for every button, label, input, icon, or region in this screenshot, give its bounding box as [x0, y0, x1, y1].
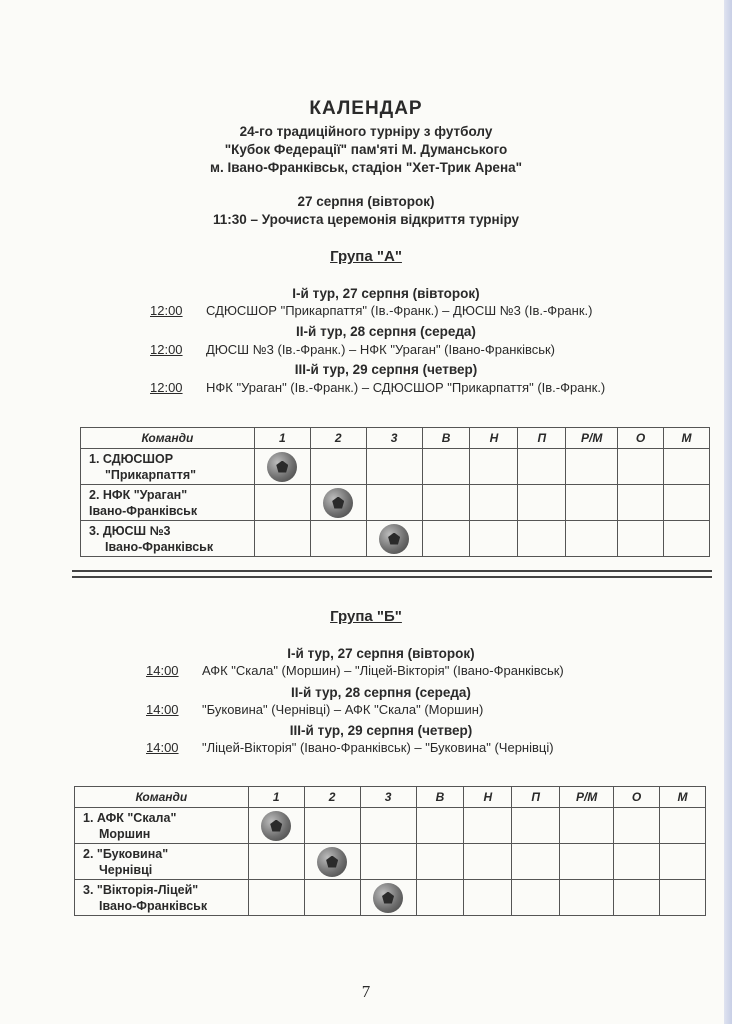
stat-cell: [464, 844, 512, 880]
team-city: Чернівці: [99, 862, 153, 877]
stat-cell: [659, 844, 705, 880]
result-cell: [310, 449, 366, 485]
group-a-round-3-label: III-й тур, 29 серпня (четвер): [294, 362, 478, 377]
team-cell: [81, 485, 255, 521]
stat-cell: [614, 880, 660, 916]
header-goal-diff: Р/М: [566, 428, 618, 449]
match-time: 14:00: [146, 663, 179, 678]
team-cell: [75, 844, 249, 880]
result-cell: [304, 880, 360, 916]
stat-cell: [422, 485, 470, 521]
stat-cell: [618, 449, 664, 485]
group-b-round-1-match: [146, 663, 564, 678]
group-b-round-3-match: [146, 740, 554, 755]
header-col-2: 2: [304, 787, 360, 808]
stat-cell: [512, 844, 560, 880]
header-points: О: [614, 787, 660, 808]
table-row: [81, 449, 710, 485]
group-a-round-2-match: [150, 342, 555, 357]
stat-cell: [566, 449, 618, 485]
team-name: 1. СДЮСШОР: [89, 451, 174, 466]
group-b-round-2-label: II-й тур, 28 серпня (середа): [291, 685, 471, 700]
team-name: 3. "Вікторія-Ліцей": [83, 882, 199, 897]
group-b-round-1-label: I-й тур, 27 серпня (вівторок): [287, 646, 475, 661]
self-match-cell: [248, 808, 304, 844]
team-cell: [75, 808, 249, 844]
stat-cell: [416, 880, 464, 916]
team-city: Івано-Франківськ: [89, 503, 198, 518]
team-city: Івано-Франківськ: [105, 539, 214, 554]
header-col-3: 3: [366, 428, 422, 449]
stat-cell: [518, 449, 566, 485]
stat-cell: [464, 808, 512, 844]
header-teams: Команди: [75, 787, 249, 808]
match-time: 12:00: [150, 342, 183, 357]
result-cell: [366, 449, 422, 485]
stat-cell: [422, 449, 470, 485]
table-row: [81, 485, 710, 521]
table-row: [75, 844, 706, 880]
team-name: 2. "Буковина": [83, 846, 169, 861]
match-time: 14:00: [146, 702, 179, 717]
match-teams: "Ліцей-Вікторія" (Івано-Франківськ) – "Буковина" (Чернівці): [202, 740, 554, 755]
match-teams: АФК "Скала" (Моршин) – "Ліцей-Вікторія" (Івано-Франківськ): [202, 663, 564, 678]
table-header-row: [75, 787, 706, 808]
result-cell: [248, 844, 304, 880]
group-b-title: Група "Б": [330, 608, 402, 625]
result-cell: [248, 880, 304, 916]
team-name: 2. НФК "Ураган": [89, 487, 188, 502]
result-cell: [304, 808, 360, 844]
stat-cell: [560, 808, 614, 844]
header-draws: Н: [464, 787, 512, 808]
stat-cell: [416, 844, 464, 880]
table-row: [81, 521, 710, 557]
stat-cell: [422, 521, 470, 557]
stat-cell: [512, 808, 560, 844]
group-b-round-2-match: [146, 702, 483, 717]
match-time: 12:00: [150, 380, 183, 395]
result-cell: [360, 844, 416, 880]
result-cell: [254, 485, 310, 521]
self-match-cell: [366, 521, 422, 557]
group-b-standings-table: [74, 786, 706, 916]
team-cell: [75, 880, 249, 916]
team-name: 1. АФК "Скала": [83, 810, 177, 825]
stat-cell: [566, 521, 618, 557]
team-city: Моршин: [99, 826, 151, 841]
stat-cell: [470, 521, 518, 557]
team-city: "Прикарпаття": [105, 467, 197, 482]
stat-cell: [614, 844, 660, 880]
match-teams: "Буковина" (Чернівці) – АФК "Скала" (Моршин): [202, 702, 484, 717]
header-col-1: 1: [254, 428, 310, 449]
stat-cell: [664, 449, 710, 485]
match-time: 14:00: [146, 740, 179, 755]
header-losses: П: [518, 428, 566, 449]
football-icon: [323, 488, 353, 518]
team-name: 3. ДЮСШ №3: [89, 523, 171, 538]
team-cell: [81, 449, 255, 485]
stat-cell: [664, 485, 710, 521]
group-a-standings-table: [80, 427, 710, 557]
group-a-round-1-label: I-й тур, 27 серпня (вівторок): [292, 286, 480, 301]
header-points: О: [618, 428, 664, 449]
result-cell: [360, 808, 416, 844]
table-row: [75, 808, 706, 844]
result-cell: [254, 521, 310, 557]
stat-cell: [470, 449, 518, 485]
result-cell: [310, 521, 366, 557]
match-time: 12:00: [150, 303, 183, 318]
header-wins: В: [416, 787, 464, 808]
group-b-round-3-label: III-й тур, 29 серпня (четвер): [289, 723, 473, 738]
stat-cell: [664, 521, 710, 557]
subtitle-line-3: м. Івано-Франківськ, стадіон "Хет-Трик Арена": [209, 160, 523, 175]
stat-cell: [518, 521, 566, 557]
header-teams: Команди: [81, 428, 255, 449]
header-col-3: 3: [360, 787, 416, 808]
self-match-cell: [360, 880, 416, 916]
football-icon: [261, 811, 291, 841]
subtitle-line-1: 24-го традиційного турніру з футболу: [239, 124, 493, 139]
match-teams: НФК "Ураган" (Ів.-Франк.) – СДЮСШОР "Прикарпаття" (Ів.-Франк.): [206, 380, 606, 395]
team-city: Івано-Франківськ: [99, 898, 208, 913]
stat-cell: [470, 485, 518, 521]
match-teams: СДЮСШОР "Прикарпаття" (Ів.-Франк.) – ДЮСШ №3 (Ів.-Франк.): [206, 303, 593, 318]
stat-cell: [464, 880, 512, 916]
result-cell: [366, 485, 422, 521]
self-match-cell: [310, 485, 366, 521]
header-col-1: 1: [248, 787, 304, 808]
header-place: М: [664, 428, 710, 449]
subtitle-line-2: "Кубок Федерації" пам'яті М. Думанського: [224, 142, 508, 157]
header-place: М: [659, 787, 705, 808]
self-match-cell: [254, 449, 310, 485]
stat-cell: [512, 880, 560, 916]
stat-cell: [560, 880, 614, 916]
header-wins: В: [422, 428, 470, 449]
opening-date: 27 серпня (вівторок): [297, 194, 435, 209]
football-icon: [317, 847, 347, 877]
stat-cell: [416, 808, 464, 844]
group-a-title: Група "А": [330, 248, 402, 265]
header-col-2: 2: [310, 428, 366, 449]
football-icon: [267, 452, 297, 482]
stat-cell: [566, 485, 618, 521]
header-losses: П: [512, 787, 560, 808]
stat-cell: [614, 808, 660, 844]
table-header-row: [81, 428, 710, 449]
match-teams: ДЮСШ №3 (Ів.-Франк.) – НФК "Ураган" (Івано-Франківськ): [206, 342, 556, 357]
stat-cell: [659, 880, 705, 916]
stat-cell: [618, 521, 664, 557]
team-cell: [81, 521, 255, 557]
group-a-round-1-match: [150, 303, 592, 318]
section-divider: [72, 570, 712, 578]
football-icon: [373, 883, 403, 913]
group-a-round-3-match: [150, 380, 605, 395]
header-draws: Н: [470, 428, 518, 449]
stat-cell: [518, 485, 566, 521]
table-row: [75, 880, 706, 916]
stat-cell: [659, 808, 705, 844]
header-goal-diff: Р/М: [560, 787, 614, 808]
stat-cell: [618, 485, 664, 521]
stat-cell: [560, 844, 614, 880]
document-title: КАЛЕНДАР: [309, 98, 423, 119]
football-icon: [379, 524, 409, 554]
self-match-cell: [304, 844, 360, 880]
group-a-round-2-label: II-й тур, 28 серпня (середа): [296, 324, 476, 339]
page-number: 7: [361, 982, 371, 1001]
opening-ceremony: 11:30 – Урочиста церемонія відкриття турніру: [212, 212, 520, 227]
